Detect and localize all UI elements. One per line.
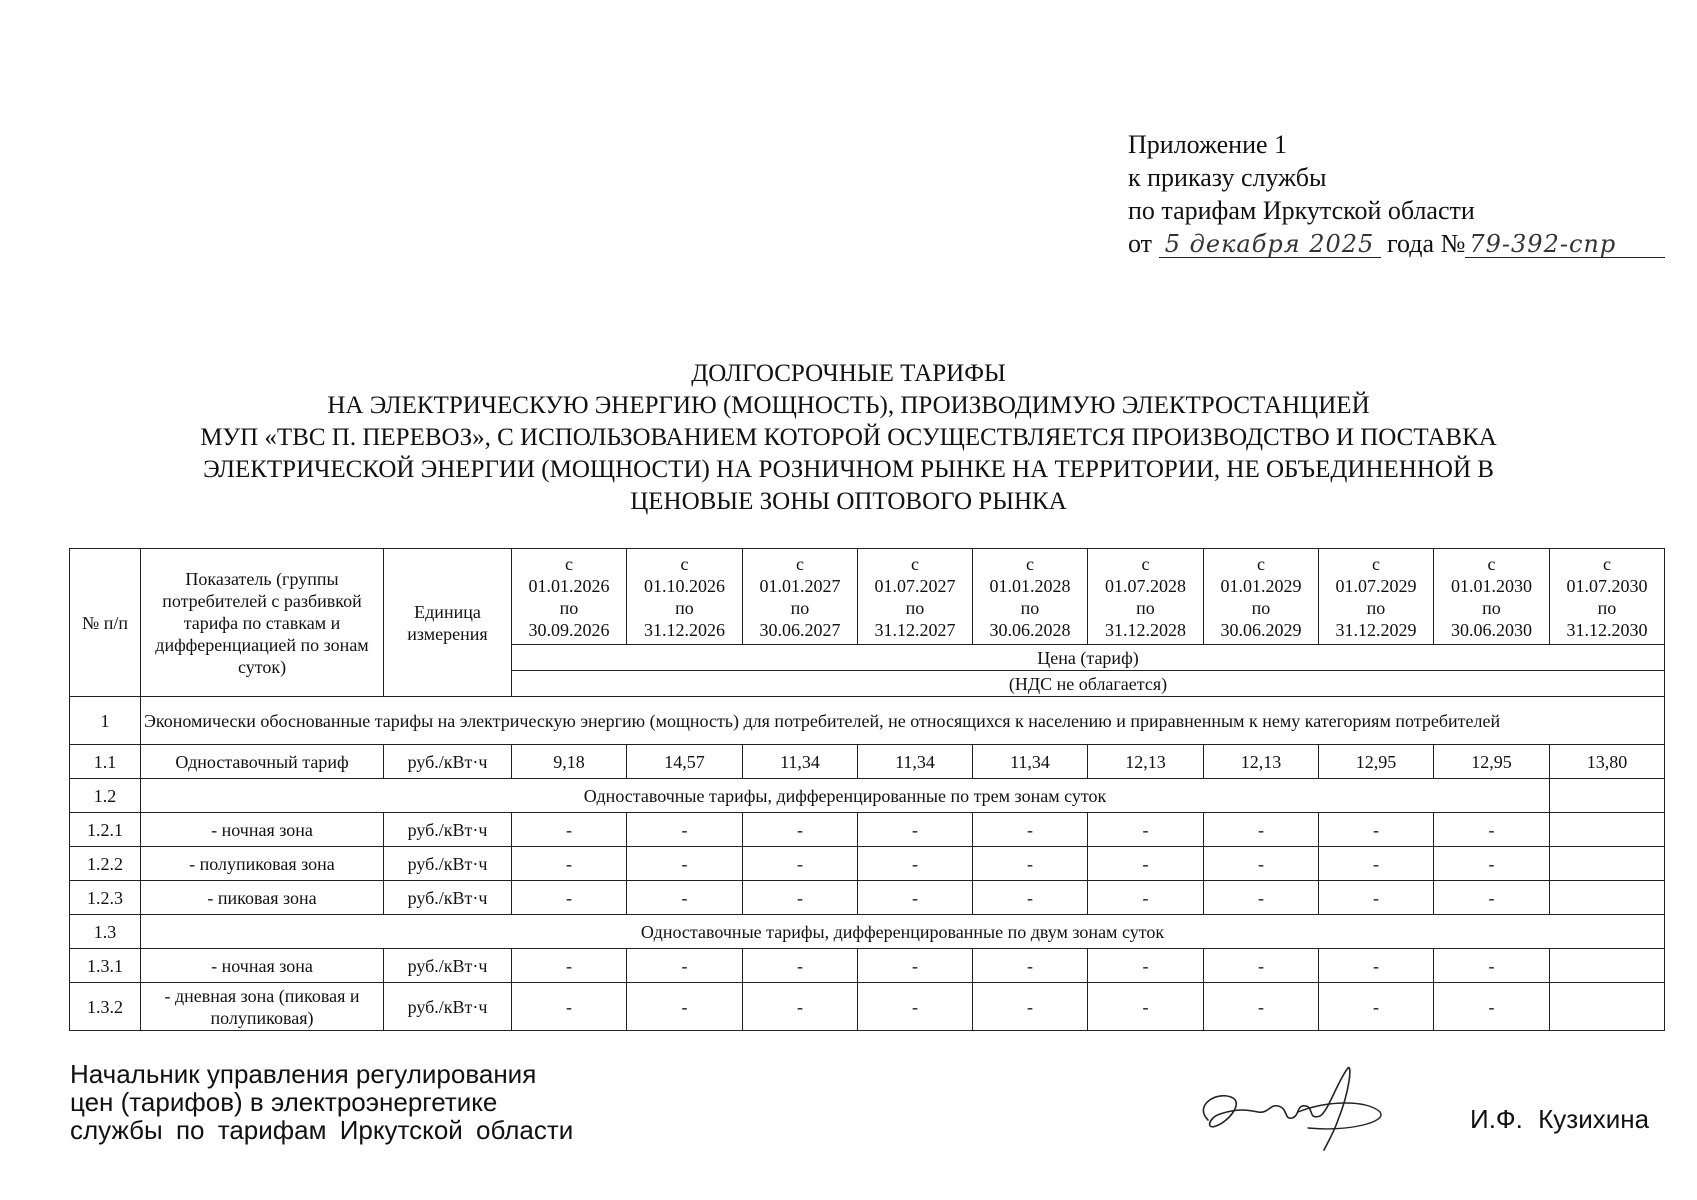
tariff-value: - (512, 847, 627, 881)
header-indicator: Показатель (группы потребителей с разбивкой тарифа по ставкам и дифференциацией по зонам суток) (141, 549, 384, 697)
tariff-value: - (1434, 847, 1550, 881)
tariff-value: - (512, 983, 627, 1031)
tariff-value: - (743, 813, 858, 847)
table-row (70, 813, 1665, 847)
tariff-value: - (743, 847, 858, 881)
tariff-value: 12,95 (1319, 745, 1434, 779)
annex-order-line (1128, 227, 1665, 260)
tariff-value: - (627, 949, 743, 983)
table-row (70, 949, 1665, 983)
tariff-value: 11,34 (858, 745, 973, 779)
row-unit: руб./кВт·ч (384, 983, 512, 1031)
subsection-text: Одноставочные тарифы, дифференцированные по трем зонам суток (141, 779, 1550, 813)
row-unit: руб./кВт·ч (384, 813, 512, 847)
tariff-value: - (1088, 881, 1204, 915)
tariff-value: - (973, 813, 1088, 847)
tariff-value: - (743, 881, 858, 915)
handwritten-order-number: 79-392-спр (1465, 231, 1665, 258)
header-price: Цена (тариф) (512, 645, 1665, 671)
table-row (70, 847, 1665, 881)
row-name: - полупиковая зона (141, 847, 384, 881)
annex-line-2: к приказу службы (1128, 163, 1327, 192)
tariff-value: - (858, 813, 973, 847)
tariff-value: 12,13 (1204, 745, 1319, 779)
tariff-value: - (512, 881, 627, 915)
tariff-value (1550, 881, 1665, 915)
tariff-value: - (1204, 949, 1319, 983)
header-vat: (НДС не облагается) (512, 671, 1665, 697)
tariff-table (69, 548, 1665, 1031)
tariff-value: - (1319, 881, 1434, 915)
title-line-5: ЦЕНОВЫЕ ЗОНЫ ОПТОВОГО РЫНКА (630, 488, 1067, 515)
annex-line-1: Приложение 1 (1128, 130, 1288, 159)
period-header: с 01.01.2027 по 30.06.2027 (743, 549, 858, 645)
row-unit: руб./кВт·ч (384, 881, 512, 915)
period-header: с 01.07.2027 по 31.12.2027 (858, 549, 973, 645)
period-header: с 01.07.2028 по 31.12.2028 (1088, 549, 1204, 645)
period-header: с 01.10.2026 по 31.12.2026 (627, 549, 743, 645)
document-title (60, 358, 1637, 518)
tariff-value: - (1088, 847, 1204, 881)
tariff-value: - (973, 847, 1088, 881)
tariff-value: - (1204, 983, 1319, 1031)
row-num: 1.3.2 (70, 983, 141, 1031)
tariff-value: - (743, 983, 858, 1031)
title-line-4: ЭЛЕКТРИЧЕСКОЙ ЭНЕРГИИ (МОЩНОСТИ) НА РОЗНИЧНОМ РЫНКЕ НА ТЕРРИТОРИИ, НЕ ОБЪЕДИНЕННОЙ В (203, 456, 1494, 483)
table-row (70, 745, 1665, 779)
annex-mid: года № (1387, 229, 1466, 258)
row-num: 1.3.1 (70, 949, 141, 983)
tariff-value (1550, 949, 1665, 983)
period-header: с 01.01.2028 по 30.06.2028 (973, 549, 1088, 645)
row-name: - ночная зона (141, 813, 384, 847)
row-name: Одноставочный тариф (141, 745, 384, 779)
tariff-value: 9,18 (512, 745, 627, 779)
annex-block (1128, 128, 1665, 260)
row-num: 1.1 (70, 745, 141, 779)
footer-line-1: Начальник управления регулирования (70, 1059, 537, 1089)
tariff-value: - (627, 881, 743, 915)
tariff-value (1550, 813, 1665, 847)
tariff-value: - (858, 847, 973, 881)
period-header: с 01.01.2030 по 30.06.2030 (1434, 549, 1550, 645)
row-num: 1.3 (70, 915, 141, 949)
section-text: Экономически обоснованные тарифы на электрическую энергию (мощность) для потребителей, не относящихся к населению и приравненным к нему категориям потребителей (141, 697, 1665, 745)
header-row (70, 549, 1665, 645)
tariff-value: - (1434, 813, 1550, 847)
footer-line-2: цен (тарифов) в электроэнергетике (70, 1087, 498, 1117)
tariff-value: 12,95 (1434, 745, 1550, 779)
row-unit: руб./кВт·ч (384, 949, 512, 983)
row-num: 1 (70, 697, 141, 745)
handwritten-date: 5 декабря 2025 (1159, 231, 1381, 258)
tariff-value: - (1319, 949, 1434, 983)
tariff-value: - (858, 983, 973, 1031)
row-name: - пиковая зона (141, 881, 384, 915)
tariff-value: 11,34 (743, 745, 858, 779)
tariff-value: - (512, 949, 627, 983)
subsection-row (70, 779, 1665, 813)
row-num: 1.2.2 (70, 847, 141, 881)
subsection-text: Одноставочные тарифы, дифференцированные по двум зонам суток (141, 915, 1665, 949)
tariff-value: - (1434, 983, 1550, 1031)
section-row-1 (70, 697, 1665, 745)
tariff-value: - (743, 949, 858, 983)
row-num: 1.2 (70, 779, 141, 813)
period-header: с 01.01.2026 по 30.09.2026 (512, 549, 627, 645)
period-header: с 01.07.2029 по 31.12.2029 (1319, 549, 1434, 645)
footer-line-3: службы по тарифам Иркутской области (70, 1115, 574, 1145)
signature-icon (1188, 1060, 1388, 1160)
title-line-2: НА ЭЛЕКТРИЧЕСКУЮ ЭНЕРГИЮ (МОЩНОСТЬ), ПРОИЗВОДИМУЮ ЭЛЕКТРОСТАНЦИЕЙ (327, 392, 1370, 419)
tariff-value: - (512, 813, 627, 847)
header-unit: Единица измерения (384, 549, 512, 697)
tariff-value: 13,80 (1550, 745, 1665, 779)
tariff-value: - (858, 881, 973, 915)
row-name: - дневная зона (пиковая и полупиковая) (141, 983, 384, 1031)
tariff-value: - (1088, 813, 1204, 847)
tariff-value: - (973, 983, 1088, 1031)
tariff-value: - (1319, 983, 1434, 1031)
tariff-value: - (1204, 881, 1319, 915)
footer-position (70, 1060, 573, 1144)
subsection-row (70, 915, 1665, 949)
row-unit: руб./кВт·ч (384, 745, 512, 779)
table-row (70, 881, 1665, 915)
period-header: с 01.07.2030 по 31.12.2030 (1550, 549, 1665, 645)
row-name: - ночная зона (141, 949, 384, 983)
title-line-1: ДОЛГОСРОЧНЫЕ ТАРИФЫ (691, 360, 1006, 387)
tariff-value: - (1088, 949, 1204, 983)
tariff-value: - (1088, 983, 1204, 1031)
tariff-value (1550, 847, 1665, 881)
tariff-value (1550, 983, 1665, 1031)
row-num: 1.2.1 (70, 813, 141, 847)
header-num: № п/п (70, 549, 141, 697)
annex-prefix: от (1128, 229, 1153, 258)
tariff-value: 14,57 (627, 745, 743, 779)
tariff-value: - (858, 949, 973, 983)
tariff-value: 11,34 (973, 745, 1088, 779)
tariff-value: - (1434, 949, 1550, 983)
tariff-value: - (1434, 881, 1550, 915)
tariff-value: - (627, 813, 743, 847)
tariff-value: - (973, 949, 1088, 983)
title-line-3: МУП «ТВС П. ПЕРЕВОЗ», С ИСПОЛЬЗОВАНИЕМ КОТОРОЙ ОСУЩЕСТВЛЯЕТСЯ ПРОИЗВОДСТВО И ПОСТАВКА (200, 424, 1497, 451)
tariff-value: - (1204, 847, 1319, 881)
annex-line-3: по тарифам Иркутской области (1128, 196, 1475, 225)
row-unit: руб./кВт·ч (384, 847, 512, 881)
tariff-value: - (1319, 813, 1434, 847)
empty-cell (1550, 779, 1665, 813)
signer-name: И.Ф. Кузихина (1470, 1104, 1650, 1134)
tariff-value: - (1204, 813, 1319, 847)
tariff-value: - (1319, 847, 1434, 881)
row-num: 1.2.3 (70, 881, 141, 915)
tariff-value: 12,13 (1088, 745, 1204, 779)
tariff-value: - (627, 983, 743, 1031)
tariff-value: - (627, 847, 743, 881)
table-row (70, 983, 1665, 1031)
period-header: с 01.01.2029 по 30.06.2029 (1204, 549, 1319, 645)
tariff-value: - (973, 881, 1088, 915)
